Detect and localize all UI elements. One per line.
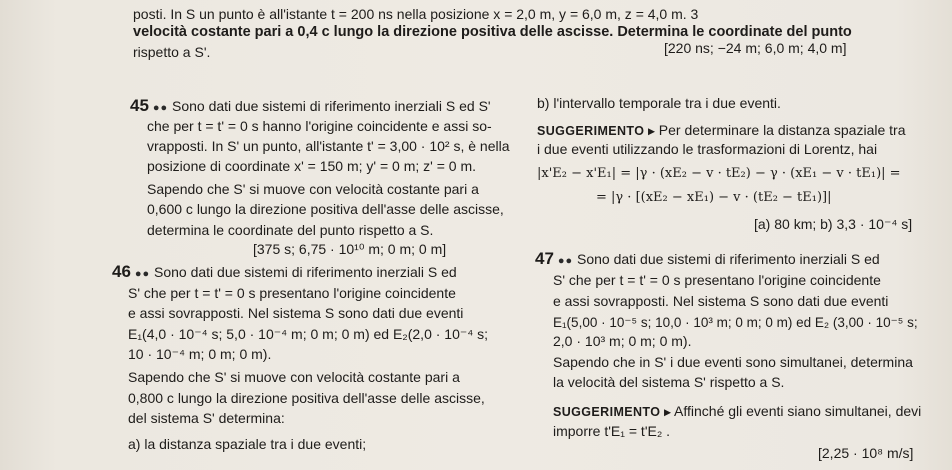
suggestion-47 [553,403,921,421]
problem-45-line: Sapendo che S' si muove con velocità costante pari a [147,181,479,197]
problem-46-line: E₁(4,0 · 10⁻⁴ s; 5,0 · 10⁻⁴ m; 0 m; 0 m) ed E₂(2,0 · 10⁻⁴ s; [128,326,489,342]
prev-line-1: posti. In S un punto è all'istante t = 200 ns nella posizione x = 2,0 m, y = 6,0 m, z = 4,0 m. 3 [133,6,699,22]
problem-45-line: che per t = t' = 0 s hanno l'origine coincidente e assi so- [147,118,492,134]
problem-45-line: vrapposti. In S' un punto, all'istante t' = 3,00 · 10² s, è nella [147,138,510,154]
difficulty-dots: ●● [134,268,151,280]
suggestion-text: Per determinare la distanza spaziale tra [658,122,906,138]
problem-47-line: Sono dati due sistemi di riferimento inerziali S ed [577,251,880,267]
suggestion-46 [537,122,905,140]
problem-45-header [130,97,491,117]
lorentz-equation-1: |x'E₂ − x'E₁| = |γ · (xE₂ − v · tE₂) − γ · (xE₁ − v · tE₁)| = [537,166,901,181]
problem-46-answer: [a) 80 km; b) 3,3 · 10⁻⁴ s] [754,216,913,232]
problem-47-line: 2,0 · 10³ m; 0 m; 0 m). [553,333,692,349]
prev-line-2: velocità costante pari a 0,4 c lungo la direzione positiva delle ascisse. Determina le coordinate del punto [133,24,852,40]
problem-46-line: 10 · 10⁻⁴ m; 0 m; 0 m). [128,346,272,362]
problem-45-number: 45 [130,96,149,115]
suggestion-label: SUGGERIMENTO ▸ [553,405,671,419]
problem-46-line: del sistema S' determina: [128,410,285,426]
problem-46-number: 46 [112,262,131,281]
problem-46-line: Sono dati due sistemi di riferimento inerziali S ed [154,264,457,280]
prev-answer: [220 ns; −24 m; 6,0 m; 4,0 m] [664,40,847,56]
problem-46-line: 0,800 c lungo la direzione positiva dell'asse delle ascisse, [128,390,485,406]
problem-46-item-b: b) l'intervallo temporale tra i due eventi. [537,95,781,111]
problem-47-line: Sapendo che in S' i due eventi sono simultanei, determina [553,354,913,370]
problem-47-number: 47 [535,249,554,268]
suggestion-text: i due eventi utilizzando le trasformazioni di Lorentz, hai [537,141,878,157]
prev-line-3: rispetto a S'. [133,44,211,60]
problem-45-line: posizione di coordinate x' = 150 m; y' = 0 m; z' = 0 m. [147,158,477,174]
problem-47-line: E₁(5,00 · 10⁻⁵ s; 10,0 · 10³ m; 0 m; 0 m) ed E₂ (3,00 · 10⁻⁵ s; [553,315,918,330]
problem-47-header [535,250,880,270]
difficulty-dots: ●● [152,102,169,114]
problem-47-line: la velocità del sistema S' rispetto a S. [553,374,785,390]
problem-46-line: Sapendo che S' si muove con velocità costante pari a [128,369,460,385]
problem-46-line: e assi sovrapposti. Nel sistema S sono dati due eventi [128,305,464,321]
problem-47-answer: [2,25 · 10⁸ m/s] [818,445,914,461]
suggestion-text: Affinché gli eventi siano simultanei, devi [674,403,922,419]
problem-47-line: S' che per t = t' = 0 s presentano l'origine coincidente [553,272,881,288]
problem-45-answer: [375 s; 6,75 · 10¹⁰ m; 0 m; 0 m] [253,241,447,257]
problem-45-line: 0,600 c lungo la direzione positiva dell'asse delle ascisse, [147,201,504,217]
problem-46-header [112,263,457,283]
problem-45-line: determina le coordinate del punto rispetto a S. [147,222,434,238]
lorentz-equation-2: = |γ · [(xE₂ − xE₁) − v · (tE₂ − tE₁)]| [596,190,832,205]
suggestion-label: SUGGERIMENTO ▸ [537,124,655,138]
difficulty-dots: ●● [557,255,574,267]
problem-46-line: S' che per t = t' = 0 s presentano l'origine coincidente [128,285,456,301]
problem-46-item-a: a) la distanza spaziale tra i due eventi; [128,436,367,452]
problem-45-line: Sono dati due sistemi di riferimento inerziali S ed S' [172,98,491,114]
problem-47-line: e assi sovrapposti. Nel sistema S sono dati due eventi [553,293,889,309]
suggestion-text: imporre t'E₁ = t'E₂ . [553,423,671,439]
